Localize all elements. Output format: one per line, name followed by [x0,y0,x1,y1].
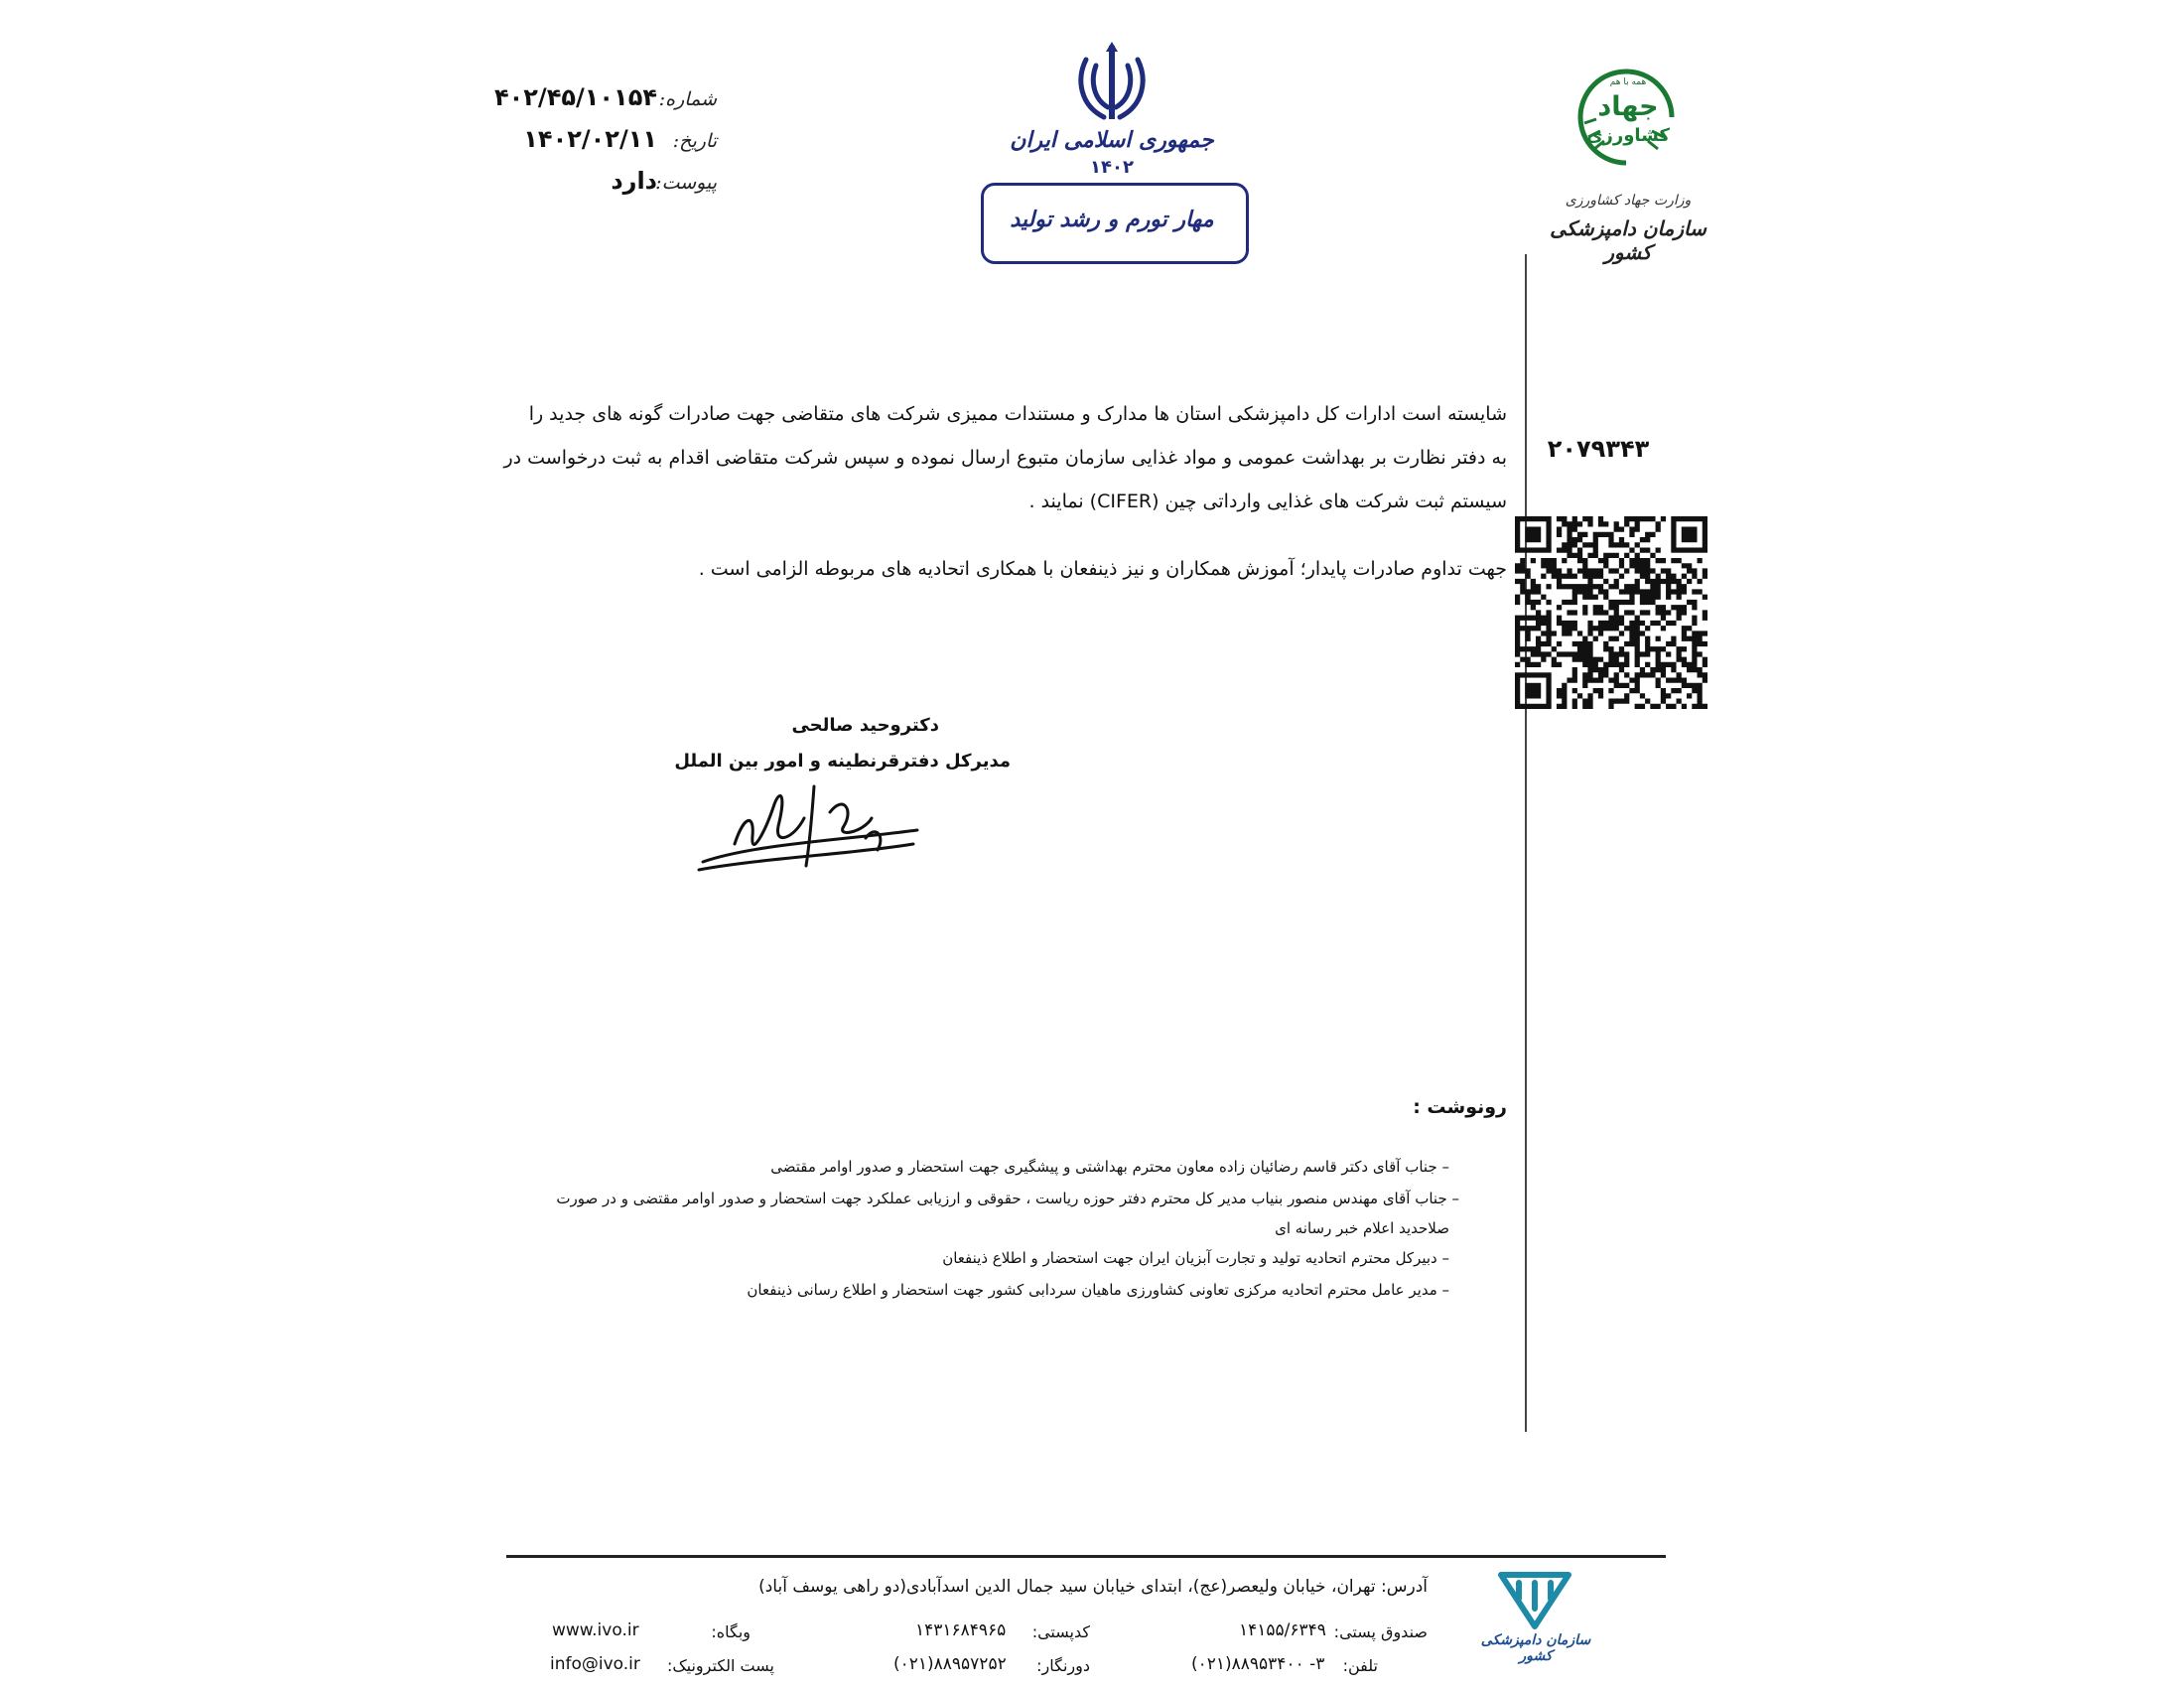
body-line-2: به دفتر نظارت بر بهداشت عمومی و مواد غذایی سازمان متبوع ارسال نموده و سپس شرکت متقاضی اقدام به ثبت درخواست در [503,447,1507,469]
email-label: پست الکترونیک: [666,1656,774,1675]
date-label: تاریخ: [672,130,717,152]
postal-label: کدپستی: [1031,1622,1090,1641]
pobox-value: ۱۴۱۵۵/۶۳۴۹ [1239,1620,1326,1640]
attachment-value: دارد [611,167,657,195]
letter-attachment [611,167,717,195]
cc-item-continuation: صلاحدید اعلام خبر رسانه ای [1275,1219,1449,1237]
ministry-name: وزارت جهاد کشاورزی [1565,193,1692,209]
letter-number [494,83,717,111]
fax-label: دورنگار: [1036,1656,1090,1675]
tracking-number: ۲۰۷۹۳۴۳ [1547,435,1650,463]
footer-rule [506,1555,1666,1558]
body-line-1: شایسته است ادارات کل دامپزشکی استان ها مدارک و مستندات ممیزی شرکت های متقاضی جهت صادرات گونه های جدید را [528,403,1507,425]
cc-item: – مدیر عامل محترم اتحادیه مرکزی تعاونی کشاورزی ماهیان سردابی کشور جهت استحضار و اطلاع رسانی ذینفعان [747,1281,1449,1299]
slogan: مهار تورم و رشد تولید [1010,207,1214,232]
body-line-3: سیستم ثبت شرکت های غذایی وارداتی چین (CIFER) نمایند . [1028,491,1507,512]
footer-address: آدرس: تهران، خیابان ولیعصر(عج)، ابتدای خیابان سید جمال الدین اسدآبادی(دو راهی یوسف آباد) [758,1577,1428,1597]
signer-name: دکتروحید صالحی [791,715,939,736]
republic-emblem [963,40,1261,258]
jihad-word: جهاد [1597,91,1659,122]
letter-date [523,125,717,153]
qr-code-icon [1515,516,1707,709]
ivo-logo [1477,1569,1594,1664]
jihad-keshavarzi-logo [1549,58,1707,264]
margin-divider [1525,254,1527,1432]
phone-value: (۰۲۱)۸۸۹۵۳۴۰۰ -۳ [1191,1654,1325,1674]
date-value: ۱۴۰۲/۰۲/۱۱ [523,125,657,153]
attachment-label: پیوست: [655,172,717,194]
email-link[interactable]: info@ivo.ir [550,1654,640,1674]
postal-value: ۱۴۳۱۶۸۴۹۶۵ [915,1620,1007,1640]
cc-title: رونوشت : [1413,1096,1507,1118]
handwritten-signature [695,774,923,884]
republic-title: جمهوری اسلامی ایران [1010,127,1214,153]
web-label: وبگاه: [711,1622,751,1641]
pobox-label: صندوق پستی: [1333,1622,1428,1641]
organization-name: سازمان دامپزشکی کشور [1550,216,1706,264]
number-label: شماره: [658,88,717,110]
fax-value: (۰۲۱)۸۸۹۵۷۲۵۲ [893,1654,1007,1674]
ivo-shield-icon [1495,1569,1574,1630]
slogan-year: ۱۴۰۲ [1090,157,1134,178]
phone-label: تلفن: [1342,1656,1378,1675]
cc-item: – دبیرکل محترم اتحادیه تولید و تجارت آبزیان ایران جهت استحضار و اطلاع ذینفعان [942,1249,1449,1267]
allah-emblem-icon [1074,40,1150,125]
ivo-org-name: سازمان دامپزشکی کشور [1480,1632,1591,1664]
cc-item: – جناب آقای دکتر قاسم رضائیان زاده معاون محترم بهداشتی و پیشگیری جهت استحضار و صدور اوامر مقتضی [770,1158,1449,1176]
signer-title: مدیرکل دفترقرنطینه و امور بین الملل [674,751,1011,772]
jihad-motto: همه با هم [1609,77,1647,87]
jihad-subword: کشاورزی [1586,125,1670,146]
body-line-4: جهت تداوم صادرات پایدار؛ آموزش همکاران و نیز ذینفعان با همکاری اتحادیه های مربوطه الزامی است . [698,558,1507,580]
cc-item: – جناب آقای مهندس منصور بنیاب مدیر کل محترم دفتر حوزه ریاست ، حقوقی و ارزیابی عملکرد جهت استحضار و صدور اوامر مقتضی و در صورت [556,1190,1459,1207]
website-link[interactable]: www.ivo.ir [552,1620,639,1640]
number-value: ۴۰۲/۴۵/۱۰۱۵۴ [493,83,657,111]
